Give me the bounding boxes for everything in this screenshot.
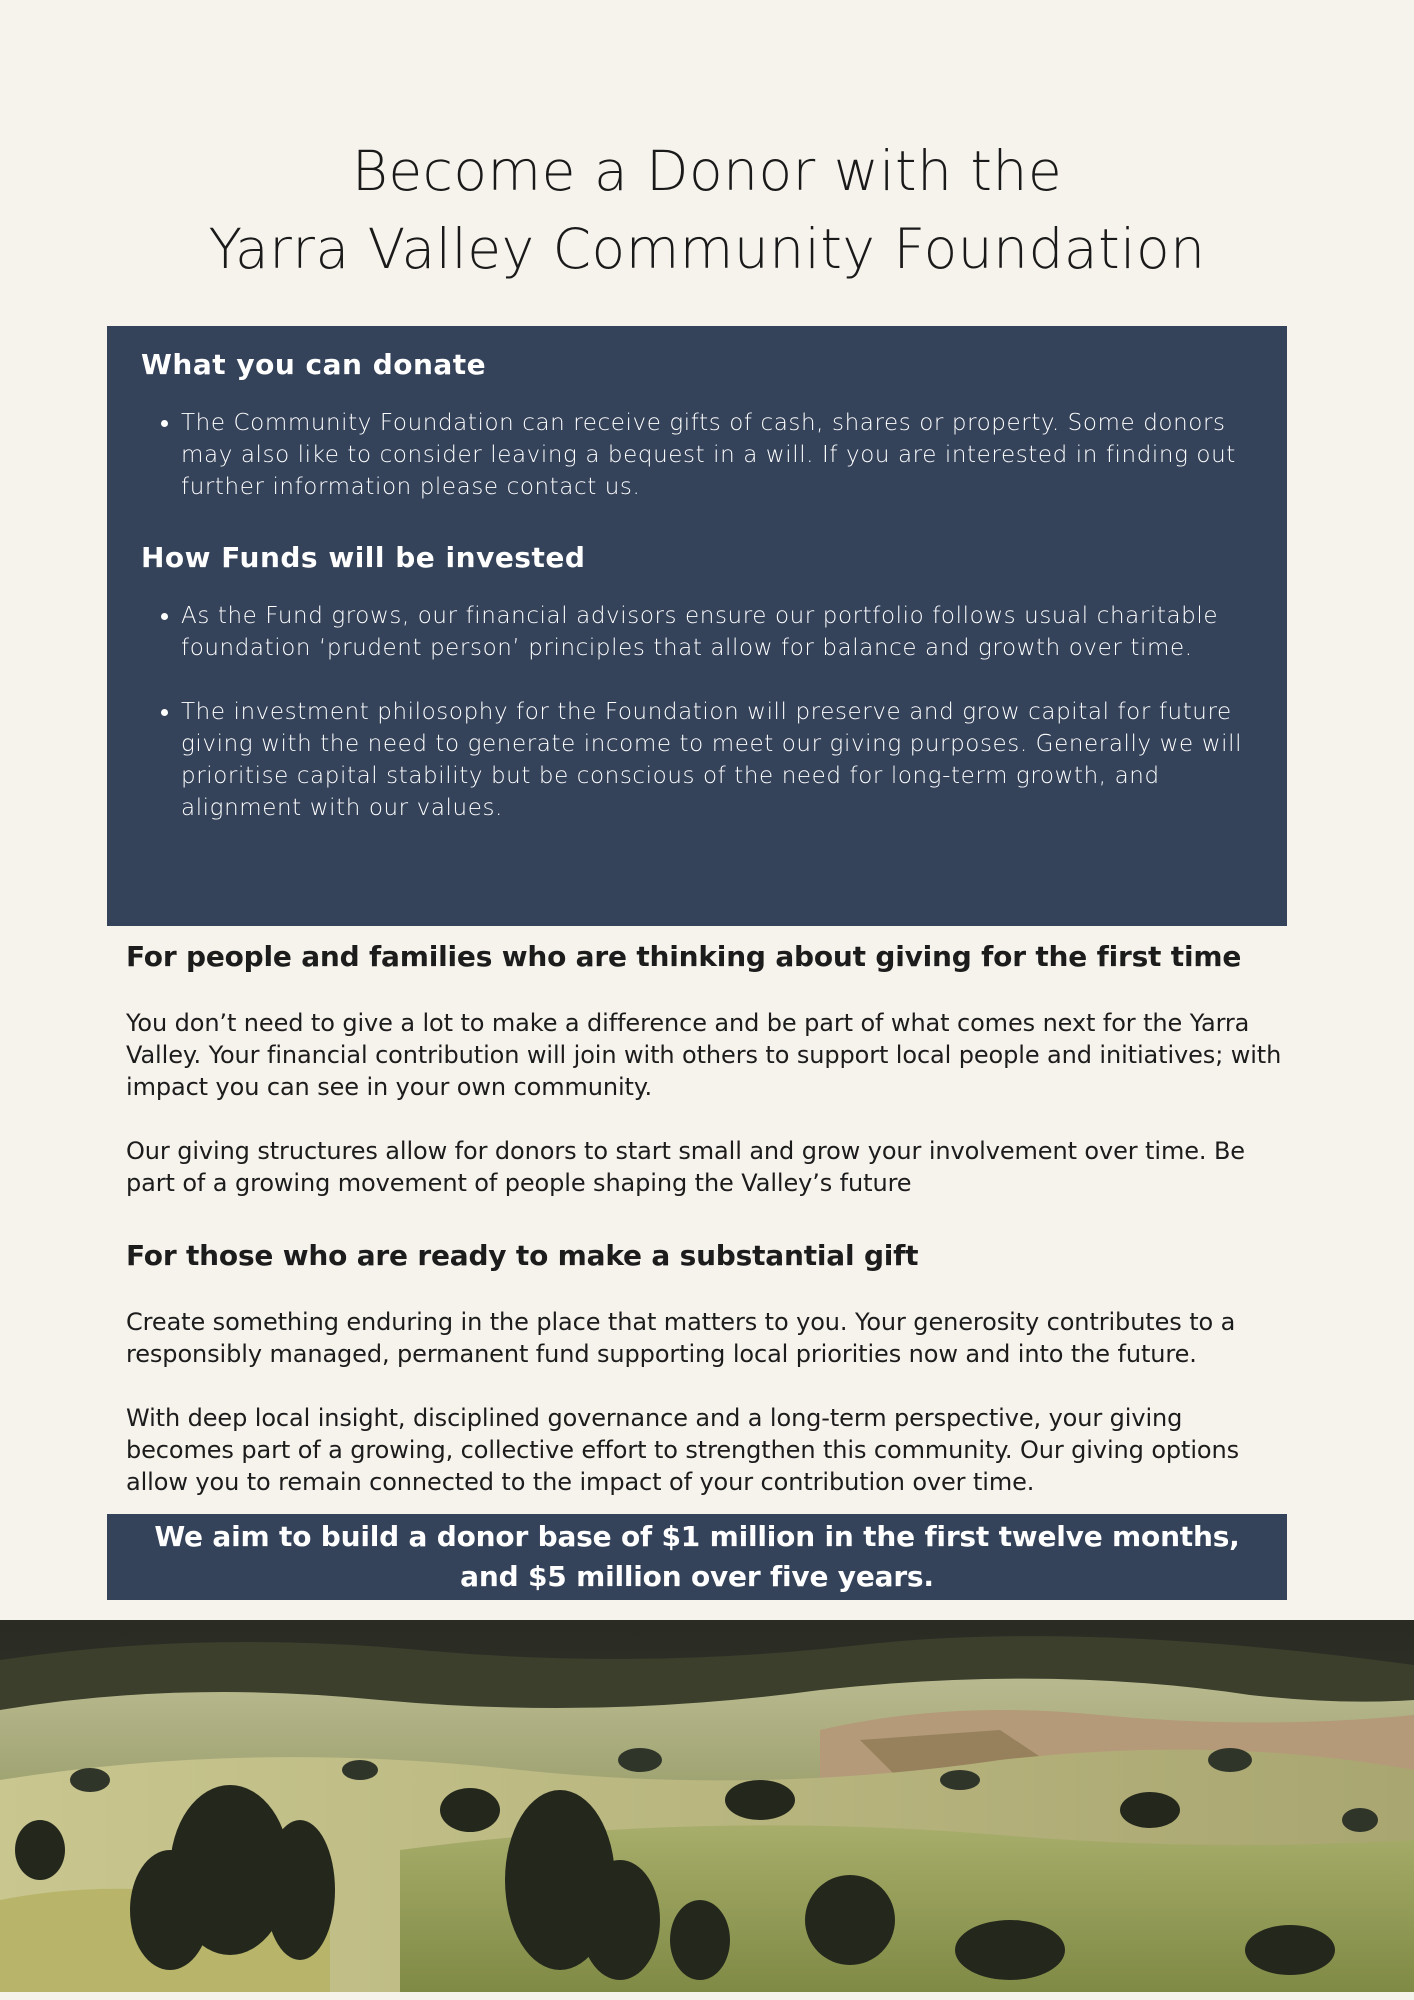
donate-heading: What you can donate <box>141 348 487 381</box>
valley-landscape-image <box>0 1620 1414 1992</box>
page-title-line-1: Become a Donor with the <box>351 139 1063 203</box>
invest-item: • As the Fund grows, our financial advisors ensure our portfolio follows usual charitable foundation ‘prudent person’ principles that allow for balance and growth over time. <box>181 600 1269 664</box>
invest-list <box>141 600 1269 824</box>
invest-item: • The investment philosophy for the Foundation will preserve and grow capital for future giving with the need to generate income to meet our giving purposes. Generally we will prioritise capital stability but be conscious of the need for long-term growth, and alignment with our values. <box>181 696 1269 824</box>
page-title-line-2: Yarra Valley Community Foundation <box>208 217 1206 281</box>
substantial-paragraph: Create something enduring in the place that matters to you. Your generosity contributes to a responsibly managed, permanent fund supporting local priorities now and into the future. <box>126 1308 1236 1368</box>
substantial-heading: For those who are ready to make a substantial gift <box>126 1239 919 1272</box>
info-panel <box>107 326 1287 926</box>
first-time-paragraph: Our giving structures allow for donors to start small and grow your involvement over time. Be part of a growing movement of people shaping the Valley’s future <box>126 1137 1245 1197</box>
goal-banner <box>107 1514 1287 1600</box>
giving-sections <box>126 940 1286 1530</box>
page-title <box>0 132 1414 288</box>
goal-banner-line-1: We aim to build a donor base of $1 million in the first twelve months, <box>154 1520 1240 1553</box>
goal-banner-line-2: and $5 million over five years. <box>460 1560 934 1593</box>
first-time-paragraph: You don’t need to give a lot to make a difference and be part of what comes next for the Yarra Valley. Your financial contribution will join with others to support local people and initiatives; with impact you can see in your own community. <box>126 1009 1282 1101</box>
donate-list <box>141 407 1269 503</box>
donate-item: • The Community Foundation can receive gifts of cash, shares or property. Some donors may also like to consider leaving a bequest in a will. If you are interested in finding out further information please contact us. <box>181 407 1269 503</box>
invest-heading: How Funds will be invested <box>141 541 586 574</box>
substantial-paragraph: With deep local insight, disciplined governance and a long-term perspective, your giving becomes part of a growing, collective effort to strengthen this community. Our giving options allow you to remain connected to the impact of your contribution over time. <box>126 1404 1240 1496</box>
first-time-heading: For people and families who are thinking about giving for the first time <box>126 940 1242 973</box>
